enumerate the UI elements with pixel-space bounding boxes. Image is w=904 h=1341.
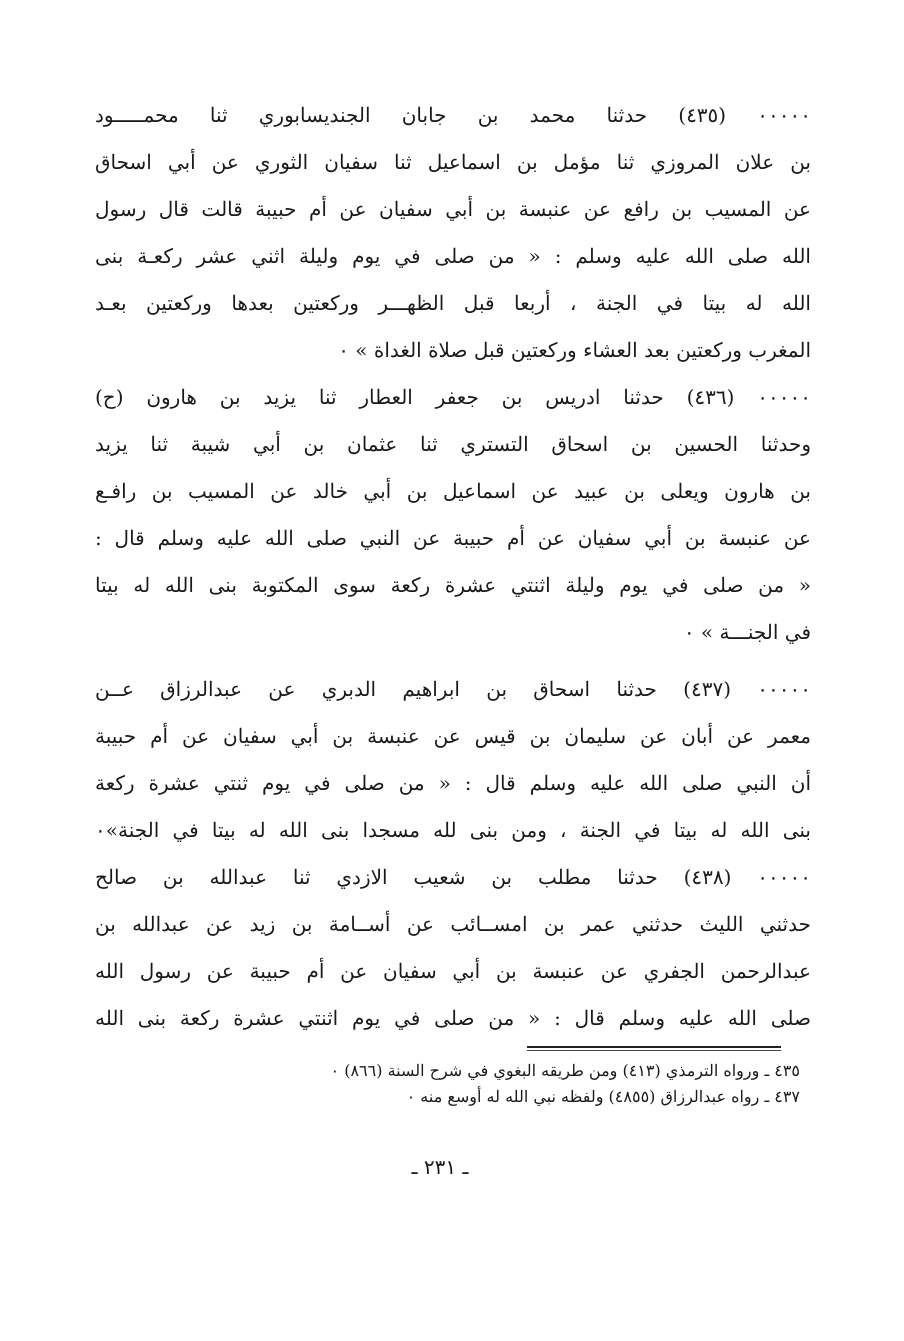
text-line: بن هارون ويعلى بن عبيد عن اسماعيل بن أبي خالد عن المسيب بن رافـع [95, 479, 811, 503]
text-line: المغرب وركعتين بعد العشاء وركعتين قبل صلاة الغداة » ٠ [338, 338, 811, 362]
text-line: حدثني الليث حدثني عمر بن امســائب عن أســامة بن زيد عن عبدالله بن [95, 912, 811, 936]
text-line: صلى الله عليه وسلم قال : « من صلى في يوم اثنتي عشرة ركعة بنى الله [95, 1006, 811, 1030]
text-line: عن المسيب بن رافع عن عنبسة بن أبي سفيان عن أم حبيبة قالت قال رسول [95, 197, 811, 221]
text-line: عن عنبسة بن أبي سفيان عن أم حبيبة عن النبي صلى الله عليه وسلم قال : [95, 526, 811, 550]
text-line: معمر عن أبان عن سليمان بن قيس عن عنبسة بن أبي سفيان عن أم حبيبة [95, 724, 811, 748]
text-line: ٠٠٠٠٠ (٤٣٨) حدثنا مطلب بن شعيب الازدي ثنا عبدالله بن صالح [95, 865, 811, 889]
footnote-separator [527, 1046, 781, 1048]
text-line: بنى الله له بيتا في الجنة ، ومن بنى لله مسجدا بنى الله له بيتا في الجنة»٠ [95, 818, 811, 842]
footnotes [110, 1058, 800, 1110]
paragraph-gap [95, 656, 811, 666]
footnote: ٤٣٧ ـ رواه عبدالرزاق (٤٨٥٥) ولفظه نبي الله له أوسع منه ٠ [406, 1087, 800, 1106]
text-line: « من صلى في يوم وليلة اثنتي عشرة ركعة سوى المكتوبة بنى الله له بيتا [95, 573, 811, 597]
text-line: عبدالرحمن الجفري عن عنبسة بن أبي سفيان عن أم حبيبة عن رسول الله [95, 959, 811, 983]
text-line: ٠٠٠٠٠ (٤٣٧) حدثنا اسحاق بن ابراهيم الدبري عن عبدالرزاق عــن [95, 677, 811, 701]
footnote: ٤٣٥ ـ ورواه الترمذي (٤١٣) ومن طريقه البغوي في شرح السنة (٨٦٦) ٠ [330, 1061, 800, 1080]
text-line: وحدثنا الحسين بن اسحاق التستري ثنا عثمان بن أبي شيبة ثنا يزيد [95, 432, 811, 456]
text-line: ٠٠٠٠٠ (٤٣٥) حدثنا محمد بن جابان الجنديسابوري ثنا محمـــــود [95, 103, 811, 127]
text-line: الله له بيتا في الجنة ، أربعا قبل الظهـــر وركعتين بعدها وركعتين بعـد [95, 291, 811, 315]
text-line: في الجنـــة » ٠ [683, 620, 811, 644]
text-line: بن علان المروزي ثنا مؤمل بن اسماعيل ثنا سفيان الثوري عن أبي اسحاق [95, 150, 811, 174]
text-line: الله صلى الله عليه وسلم : « من صلى في يوم وليلة اثني عشر ركعـة بنى [95, 244, 811, 268]
main-text [95, 92, 811, 1042]
text-line: ٠٠٠٠٠ (٤٣٦) حدثنا ادريس بن جعفر العطار ثنا يزيد بن هارون (ح) [95, 385, 811, 409]
page-number: ـ ٢٣١ ـ [411, 1155, 469, 1179]
text-line: أن النبي صلى الله عليه وسلم قال : « من صلى في يوم ثنتي عشرة ركعة [95, 771, 811, 795]
